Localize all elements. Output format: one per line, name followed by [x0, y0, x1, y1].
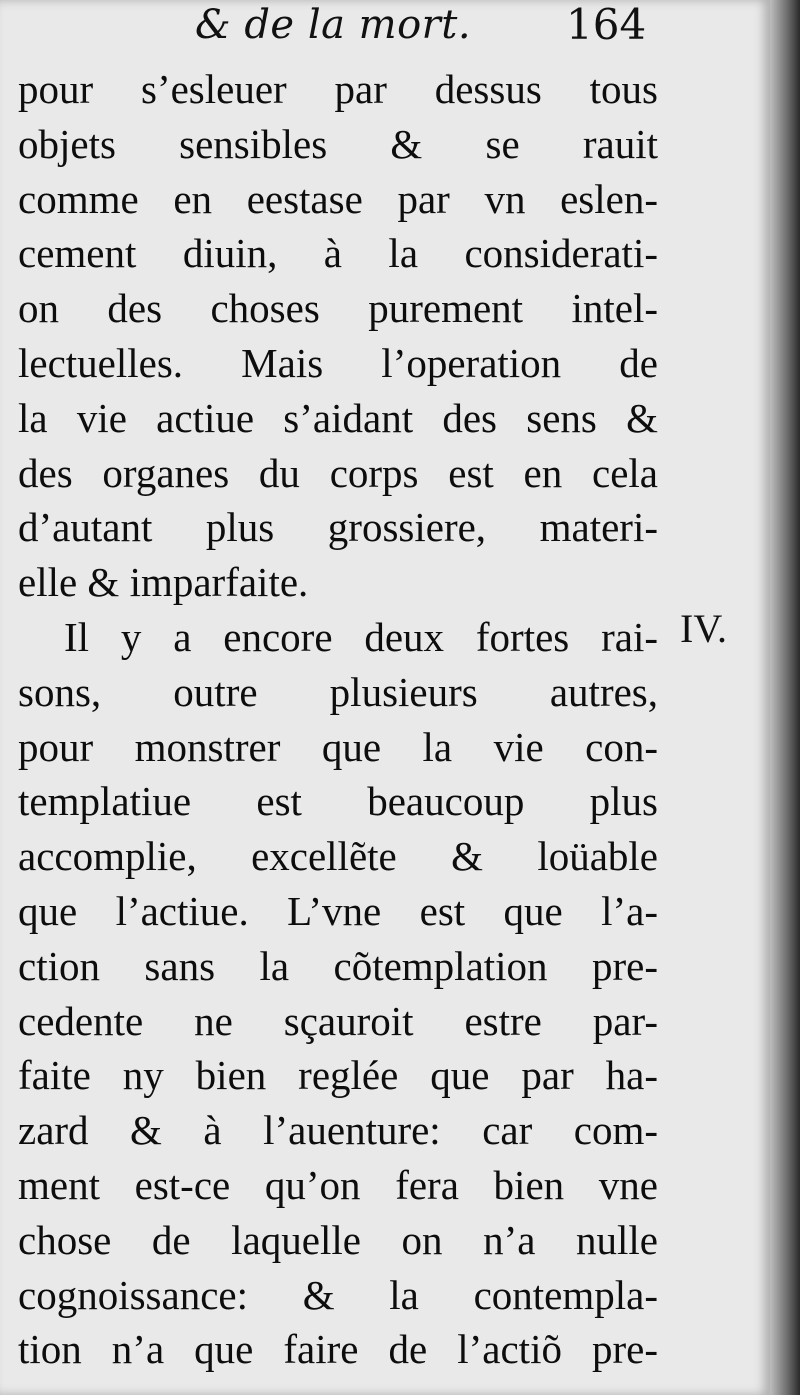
running-head: & de la mort.: [195, 2, 472, 48]
text-line: cedente ne sçauroit estre par-: [18, 997, 658, 1044]
page-header: [0, 0, 770, 60]
text-line: Il y a encore deux fortes rai-: [64, 613, 658, 660]
text-line: tion n’a que faire de l’actiõ pre-: [18, 1326, 658, 1373]
text-line: zard & à l’auenture: car com-: [18, 1107, 658, 1154]
text-line: accomplie, excellẽte & loüable: [18, 833, 658, 880]
text-line: sons, outre plusieurs autres,: [18, 668, 658, 715]
text-line: objets sensibles & se rauit: [18, 120, 658, 167]
text-line: des organes du corps est en cela: [18, 449, 658, 496]
text-line: ction sans la cõtemplation pre-: [18, 942, 658, 989]
text-line: templatiue est beaucoup plus: [18, 778, 658, 825]
marginal-section-number: IV.: [680, 606, 728, 651]
text-line: chose de laquelle on n’a nulle: [18, 1216, 658, 1263]
text-line: que l’actiue. L’vne est que l’a-: [18, 887, 658, 934]
text-line: lectuelles. Mais l’operation de: [18, 339, 658, 386]
text-line: on des choses purement intel-: [18, 285, 658, 332]
text-line: pour monstrer que la vie con-: [18, 723, 658, 770]
text-line: cognoissance: & la contempla-: [18, 1271, 658, 1318]
text-line: elle & imparfaite.: [18, 559, 309, 606]
text-line: cement diuin, à la considerati-: [18, 230, 658, 277]
text-line: d’autant plus grossiere, materi-: [18, 504, 658, 551]
text-line: pour s’esleuer par dessus tous: [18, 66, 658, 112]
page-edge-shadow: [770, 0, 800, 1395]
text-line: faite ny bien reglée que par ha-: [18, 1052, 658, 1099]
text-line: comme en eestase par vn eslen-: [18, 175, 658, 222]
page-number: 164: [566, 0, 647, 49]
text-line: la vie actiue s’aidant des sens &: [18, 394, 658, 441]
text-line: ment est-ce qu’on fera bien vne: [18, 1161, 658, 1208]
body-text: [18, 62, 658, 1377]
